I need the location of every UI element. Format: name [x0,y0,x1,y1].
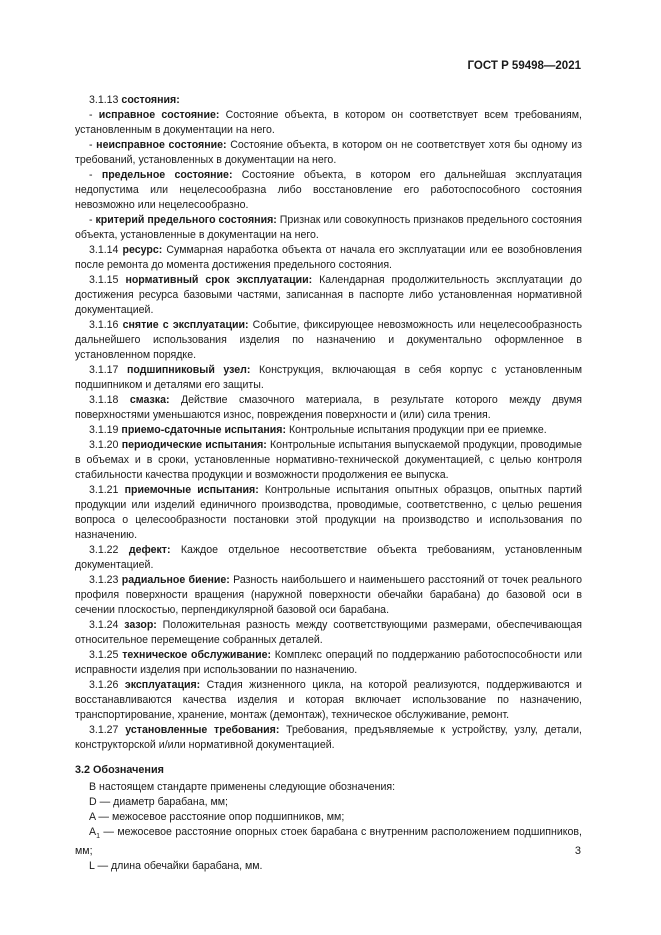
definition-item [75,213,582,243]
definition-term: установленные требования: [125,724,280,736]
section-intro: В настоящем стандарте применены следующие обозначения: [89,781,396,793]
definition-term: периодические испытания: [121,439,267,451]
definition-term: состояния: [121,94,180,106]
definition-text: Разность наибольшего и наименьшего расстояний от точек реального профиля поверхности вращения (наружной поверхности обечайки барабана) до базовой оси в сечении плоскостью, перпендикулярной базовой оси барабана. [75,574,582,616]
definition-item [75,483,582,543]
definition-text: Каждое отдельное несоответствие объекта требованиям, установленным документацией. [75,544,582,571]
definition-item [75,243,582,273]
definition-item [75,543,582,573]
definition-item [75,363,582,393]
definition-item [75,318,582,363]
definition-number: 3.1.14 [89,244,119,256]
definition-term: критерий предельного состояния: [95,214,277,226]
definition-text: Стадия жизненного цикла, на которой реализуются, поддерживаются и восстанавливаются качества изделия и которая включает использование по назначению, транспортирование, хранение, монтаж (демонтаж), техническое обслуживание, ремонт. [75,679,582,721]
definition-item [75,108,582,138]
definition-item [75,423,582,438]
definition-item [75,168,582,213]
symbol-letter: L [89,860,95,873]
definition-item [75,648,582,678]
definition-number: - [89,214,93,226]
definition-number: 3.1.22 [89,544,119,556]
definition-number: 3.1.20 [89,439,119,451]
definition-text: Контрольные испытания продукции при ее приемке. [288,424,547,436]
definitions-list [75,93,582,753]
definition-text: Суммарная наработка объекта от начала его эксплуатации или ее возобновления после ремонта до момента достижения предельного состояния. [75,244,582,271]
section-title: 3.2 Обозначения [75,764,164,776]
definition-item [75,618,582,648]
definition-number: 3.1.25 [89,649,119,661]
definition-term: радиальное биение: [121,574,230,586]
definition-item [75,678,582,723]
definition-number: 3.1.21 [89,484,119,496]
definition-number: 3.1.27 [89,724,119,736]
symbol-letter: D [89,796,97,808]
definition-text: Положительная разность между соответствующими размерами, обеспечивающая относительное перемещение собранных деталей. [75,619,582,646]
symbol-description: — межосевое расстояние опор подшипников, мм; [95,811,345,823]
definition-term: ресурс: [122,244,163,256]
definition-number: 3.1.16 [89,319,119,331]
definition-number: - [89,109,93,121]
definition-term: дефект: [128,544,171,556]
definition-number: - [89,169,93,181]
definition-text: Состояние объекта, в котором его дальнейшая эксплуатация недопустима или нецелесообразна либо восстановление его работоспособного состояния невозможно или нецелесообразно. [75,169,582,211]
definition-item [75,723,582,753]
definition-number: 3.1.15 [89,274,119,286]
definition-term: техническое обслуживание: [122,649,272,661]
definition-number: 3.1.13 [89,94,119,106]
definition-term: приемочные испытания: [124,484,259,496]
symbol-item [75,825,582,859]
definition-number: 3.1.19 [89,424,119,436]
definition-text: Событие, фиксирующее невозможность или нецелесообразность дальнейшего использования изделия по назначению и документально оформленное в установленном порядке. [75,319,582,361]
definition-number: - [89,139,93,151]
definition-number: 3.1.23 [89,574,119,586]
definition-term: предельное состояние: [101,169,233,181]
symbol-item [75,859,582,874]
definition-text: Контрольные испытания выпускаемой продукции, проводимые в объемах и в сроки, установленные нормативно-технической документацией, с целью контроля стабильности качества продукции и возможности продолжения ее выпуска. [75,439,582,481]
definition-item [75,93,582,108]
definition-term: снятие с эксплуатации: [122,319,249,331]
definition-item [75,438,582,483]
definition-text: Состояние объекта, в котором он соответствует всем требованиям, установленным в документации на него. [75,109,582,136]
definition-number: 3.1.17 [89,364,119,376]
definition-term: неисправное состояние: [96,139,227,151]
definition-number: 3.1.26 [89,679,119,691]
definition-term: эксплуатация: [124,679,201,691]
definition-term: приемо-сдаточные испытания: [121,424,286,436]
definition-text: Действие смазочного материала, в результате которого между двумя поверхностями уменьшаются износ, повреждения поверхности и (или) сила трения. [75,394,582,421]
definition-item [75,393,582,423]
symbol-letter: A [89,826,97,838]
definition-text: Состояние объекта, в котором он не соответствует хотя бы одному из требований, установленных в документации на него. [75,139,582,166]
symbol-description: — диаметр барабана, мм; [96,796,228,808]
document-header: ГОСТ Р 59498—2021 [467,60,581,72]
symbol-item [75,810,582,825]
definition-item [75,573,582,618]
symbols-list [75,795,582,874]
symbol-subscript: 1 [96,833,100,841]
definition-item [75,273,582,318]
symbol-description: — длина обечайки барабана, мм. [94,860,263,873]
definition-item [75,138,582,168]
definition-term: подшипниковый узел: [127,364,251,376]
definition-text: Комплекс операций по поддержанию работоспособности или исправности изделия при использовании по назначению. [75,649,582,676]
definition-term: исправное состояние: [98,109,220,121]
definition-text: Календарная продолжительность эксплуатации до достижения ресурса базовыми частями, записанная в паспорте либо установленная нормативной документацией. [75,274,582,316]
definition-term: нормативный срок эксплуатации: [125,274,313,286]
page-number: 3 [574,845,581,857]
definition-text: Конструкция, включающая в себя корпус с установленным подшипником и деталями его защиты. [75,364,582,391]
definition-term: зазор: [124,619,157,631]
definition-number: 3.1.18 [89,394,119,406]
definition-term: смазка: [129,394,170,406]
page-content [75,93,582,874]
definition-number: 3.1.24 [89,619,119,631]
symbol-letter: A [89,811,96,823]
symbol-item [75,795,582,810]
definition-text: Требования, предъявляемые к устройству, узлу, детали, конструкторской и/или нормативной документацией. [75,724,582,751]
definition-text: Контрольные испытания опытных образцов, опытных партий продукции или изделий единичного производства, проводимые, соответственно, с целью решения вопроса о целесообразности постановки этой продукции на производство и использования по назначению. [75,484,582,541]
symbol-description: — межосевое расстояние опорных стоек барабана с внутренним расположением подшипников, мм; [75,826,582,858]
definition-text: Признак или совокупность признаков предельного состояния объекта, установленные в документации на него. [75,214,583,241]
